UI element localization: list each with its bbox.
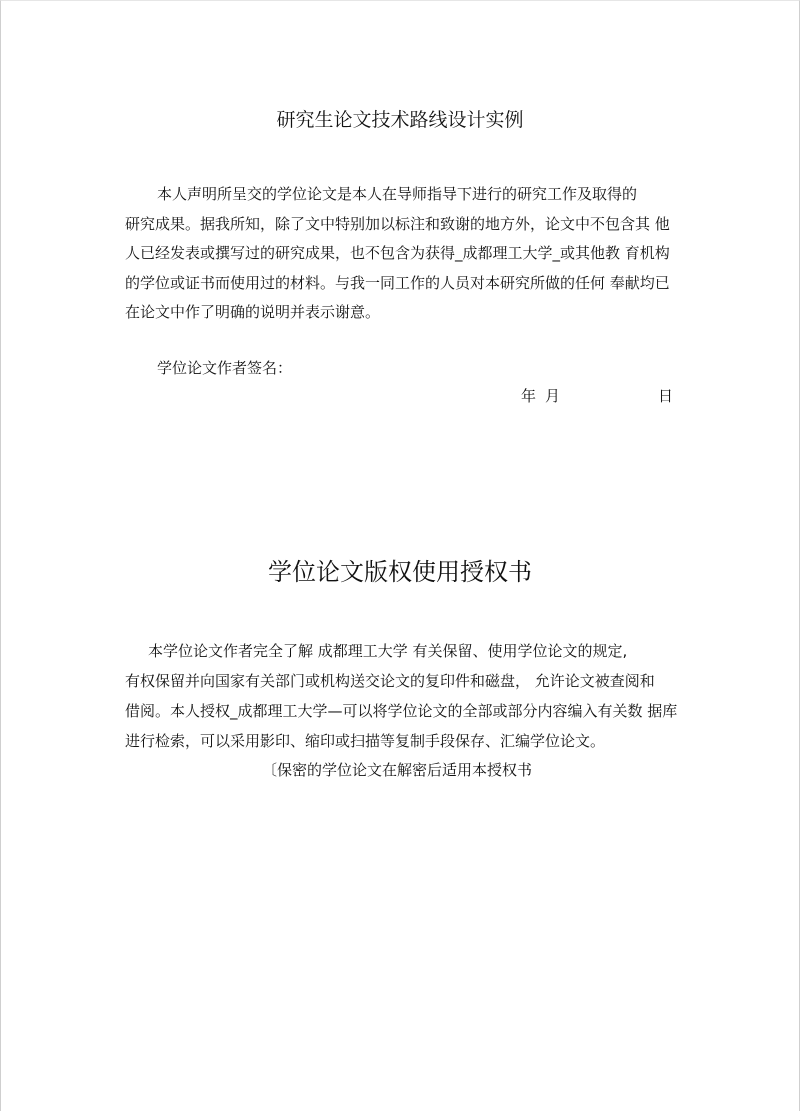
declaration-line-1: 本人声明所呈交的学位论文是本人在导师指导下进行的研究工作及取得的 (157, 185, 638, 203)
declaration-line-5: 在论文中作了明确的说明并表示谢意。 (125, 303, 381, 321)
date-day-label: 日 (658, 387, 674, 405)
declaration-line-2: 研究成果。据我所知，除了文中特别加以标注和致谢的地方外，论文中不包含其 他 (125, 215, 670, 233)
date-month-label: 月 (545, 387, 561, 405)
declaration-line-3: 人已经发表或撰写过的研究成果，也不包含为获得_成都理工大学_或其他教 育机构 (125, 244, 670, 262)
authorization-line-4: 进行检索，可以采用影印、缩印或扫描等复制手段保存、汇编学位论文。 (125, 732, 606, 750)
authorization-line-3: 借阅。本人授权_成都理工大学—可以将学位论文的全部或部分内容编入有关数 据库 (125, 702, 678, 720)
authorization-line-2: 有权保留并向国家有关部门或机构送交论文的复印件和磁盘， 允许论文被查阅和 (125, 672, 655, 690)
declaration-line-4: 的学位或证书而使用过的材料。与我一同工作的人员对本研究所做的任何 奉献均已 (125, 274, 670, 292)
authorization-line-1: 本学位论文作者完全了解 成都理工大学 有关保留、使用学位论文的规定, (148, 642, 628, 660)
signature-label: 学位论文作者签名： (157, 359, 293, 377)
document-title: 研究生论文技术路线设计实例 (276, 109, 524, 131)
confidential-note: 〔保密的学位论文在解密后适用本授权书 (262, 761, 533, 779)
authorization-title: 学位论文版权使用授权书 (268, 558, 532, 586)
date-year-label: 年 (521, 387, 537, 405)
